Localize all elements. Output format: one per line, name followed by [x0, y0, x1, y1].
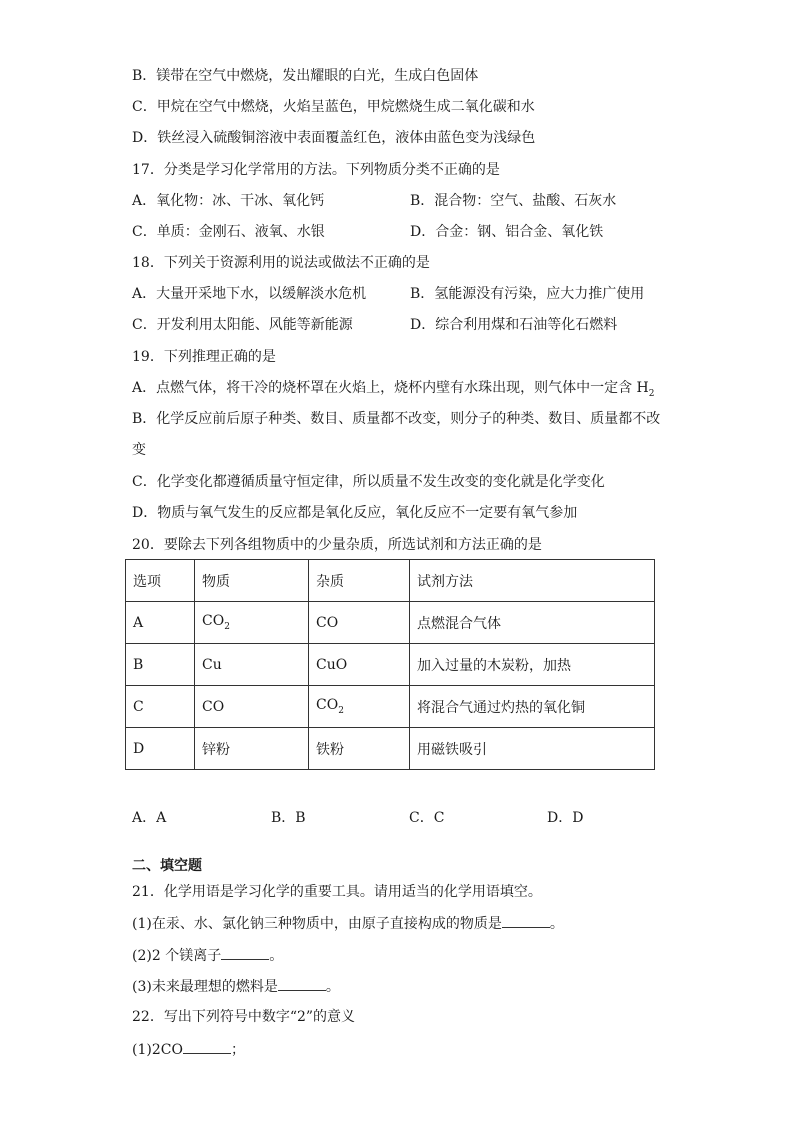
q20-answer-d: D．D: [547, 810, 584, 826]
table-cell: 锌粉: [195, 728, 309, 770]
header-cell: 物质: [195, 560, 309, 602]
answer-blank[interactable]: [502, 913, 550, 928]
table-cell: 点燃混合气体: [410, 602, 655, 644]
table-cell: D: [126, 728, 195, 770]
table-cell: 铁粉: [309, 728, 410, 770]
answer-blank[interactable]: [183, 1039, 231, 1054]
table-cell: CO: [195, 686, 309, 728]
q17-option-b: B．混合物：空气、盐酸、石灰水: [410, 193, 617, 209]
q21-part2: [132, 945, 283, 966]
header-cell: 试剂方法: [410, 560, 655, 602]
q17-option-d: D．合金：钢、铝合金、氧化铁: [410, 224, 604, 240]
q17-option-a: A．氧化物：冰、干冰、氧化钙: [132, 193, 325, 209]
table-header-row: [126, 560, 655, 602]
q18-option-d: D．综合利用煤和石油等化石燃料: [410, 317, 618, 333]
table-cell: 加入过量的木炭粉，加热: [410, 644, 655, 686]
q20-answer-c: C．C: [409, 810, 445, 826]
header-cell: 杂质: [309, 560, 410, 602]
q19-option-d: D．物质与氧气发生的反应都是氧化反应，氧化反应不一定要有氧气参加: [132, 505, 578, 521]
cell-text: CO: [316, 697, 339, 714]
q18-stem: 18．下列关于资源利用的说法或做法不正确的是: [132, 255, 430, 271]
table-cell: Cu: [195, 644, 309, 686]
subscript: 2: [648, 388, 655, 399]
q16-option-b: B．镁带在空气中燃烧，发出耀眼的白光，生成白色固体: [132, 68, 479, 84]
punctuation: ；: [230, 1042, 245, 1058]
q17-option-c: C．单质：金刚石、液氧、水银: [132, 224, 325, 240]
q21-part1: [132, 913, 564, 934]
subscript: 2: [338, 705, 344, 716]
table-cell: [309, 686, 410, 728]
q22-part1: [132, 1039, 245, 1060]
punctuation: 。: [269, 948, 284, 964]
q18-option-a: A．大量开采地下水，以缓解淡水危机: [132, 286, 367, 302]
punctuation: 。: [549, 916, 564, 932]
q19-stem: 19．下列推理正确的是: [132, 349, 276, 365]
q21-stem: 21．化学用语是学习化学的重要工具。请用适当的化学用语填空。: [132, 884, 542, 900]
q20-stem: 20．要除去下列各组物质中的少量杂质，所选试剂和方法正确的是: [132, 537, 542, 553]
table-cell: CuO: [309, 644, 410, 686]
table-cell: B: [126, 644, 195, 686]
q19-option-a: [132, 378, 655, 404]
q21-part3-text: (3)未来最理想的燃料是: [132, 979, 278, 995]
q16-option-d: D．铁丝浸入硫酸铜溶液中表面覆盖红色，液体由蓝色变为浅绿色: [132, 130, 536, 146]
header-cell: 选项: [126, 560, 195, 602]
q20-answer-b: B．B: [271, 810, 306, 826]
q21-part3: [132, 976, 340, 997]
table-row: [126, 728, 655, 770]
q17-stem: 17．分类是学习化学常用的方法。下列物质分类不正确的是: [132, 162, 500, 178]
q18-option-c: C．开发利用太阳能、风能等新能源: [132, 317, 353, 333]
table-cell: C: [126, 686, 195, 728]
punctuation: 。: [325, 979, 340, 995]
q18-option-b: B．氢能源没有污染，应大力推广使用: [410, 286, 645, 302]
table-row: [126, 686, 655, 728]
section-heading: 二、填空题: [132, 858, 202, 874]
table-cell: [195, 602, 309, 644]
table-row: [126, 602, 655, 644]
q16-option-c: C．甲烷在空气中燃烧，火焰呈蓝色，甲烷燃烧生成二氧化碳和水: [132, 99, 535, 115]
answer-blank[interactable]: [278, 976, 326, 991]
table-cell: 用磁铁吸引: [410, 728, 655, 770]
subscript: 2: [224, 621, 230, 632]
q19-option-b-line2: 变: [132, 442, 146, 458]
table-cell: A: [126, 602, 195, 644]
cell-text: CO: [202, 613, 225, 630]
table-cell: 将混合气通过灼热的氧化铜: [410, 686, 655, 728]
q20-answer-a: A．A: [132, 810, 167, 826]
q19-option-a-text: A．点燃气体，将干冷的烧杯罩在火焰上，烧杯内壁有水珠出现，则气体中一定含 H: [132, 380, 649, 396]
table-cell: CO: [309, 602, 410, 644]
q22-part1-text: (1)2CO: [132, 1042, 183, 1058]
table-row: [126, 644, 655, 686]
q20-table: [125, 559, 655, 770]
q21-part1-text: (1)在汞、水、氯化钠三种物质中，由原子直接构成的物质是: [132, 916, 502, 932]
q22-stem: 22．写出下列符号中数字“2”的意义: [132, 1009, 356, 1025]
q21-part2-text: (2)2 个镁离子: [132, 948, 222, 964]
answer-blank[interactable]: [221, 945, 269, 960]
q19-option-b-line1: B．化学反应前后原子种类、数目、质量都不改变，则分子的种类、数目、质量都不改: [132, 411, 661, 427]
q19-option-c: C．化学变化都遵循质量守恒定律，所以质量不发生改变的变化就是化学变化: [132, 474, 605, 490]
